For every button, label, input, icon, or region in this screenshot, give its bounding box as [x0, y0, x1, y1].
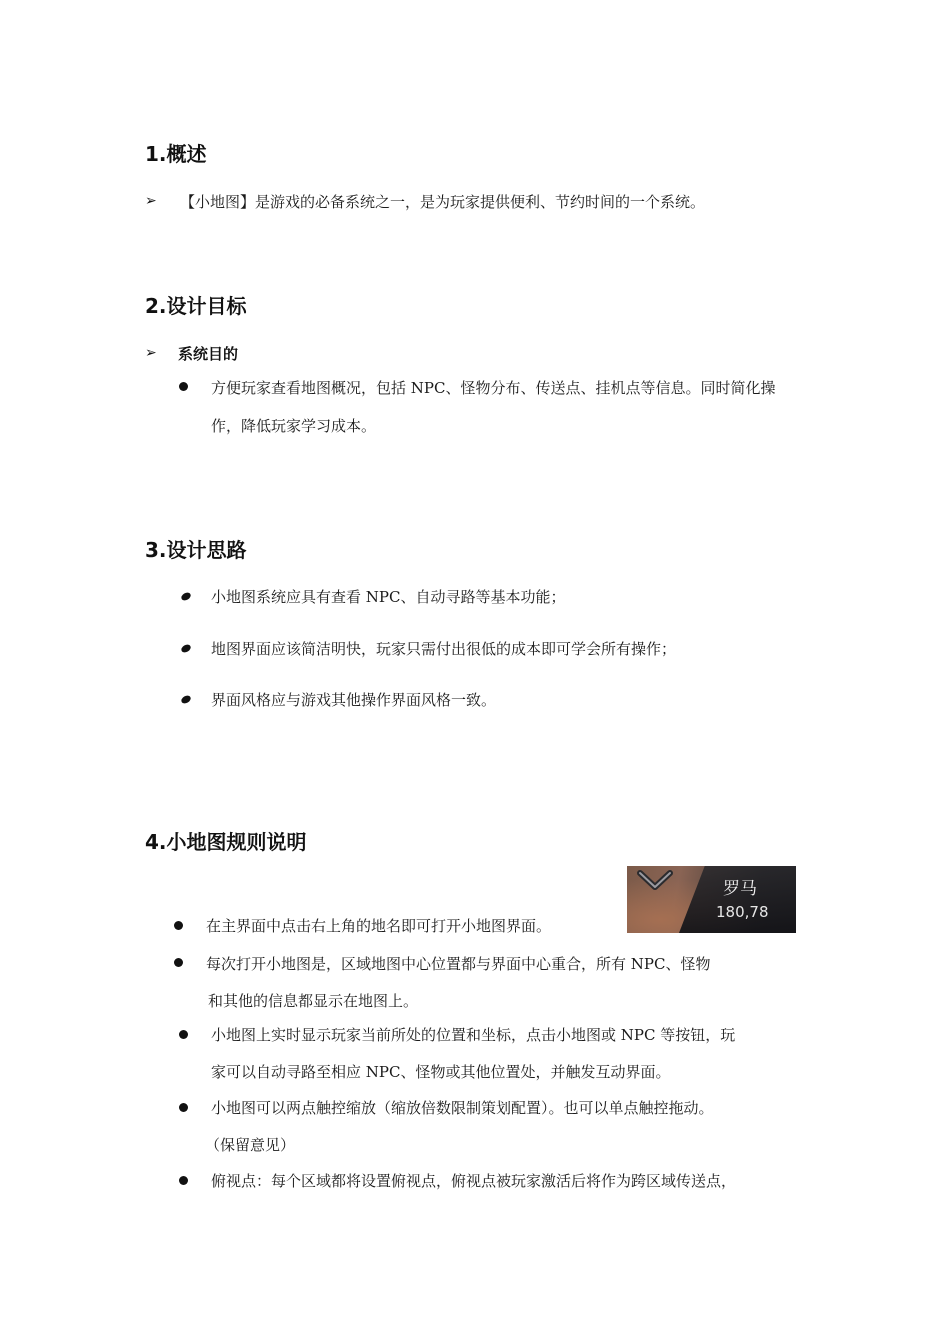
rules-item-5-line-1: 俯视点：每个区域都将设置俯视点，俯视点被玩家激活后将作为跨区域传送点，: [211, 1172, 737, 1190]
approach-item-3: 界面风格应与游戏其他操作界面风格一致。: [211, 691, 497, 709]
arrow-bullet-icon: ➢: [145, 193, 157, 209]
approach-item-2: 地图界面应该简洁明快，玩家只需付出很低的成本即可学会所有操作；: [211, 640, 677, 658]
chevron-down-icon: [636, 868, 674, 894]
heading-design-approach: 3.设计思路: [145, 538, 247, 562]
subheading-system-purpose: 系统目的: [178, 345, 239, 363]
rules-item-3-line-1: 小地图上实时显示玩家当前所处的位置和坐标，点击小地图或 NPC 等按钮，玩: [211, 1026, 736, 1044]
bullet-dot-icon: [174, 921, 183, 930]
bullet-dot-icon: [179, 1103, 188, 1112]
heading-design-goal: 2.设计目标: [145, 294, 247, 318]
minimap-location-badge[interactable]: [627, 866, 796, 933]
bullet-dot-icon: [179, 1030, 188, 1039]
bullet-dot-icon: [180, 694, 192, 705]
rules-item-4-line-1: 小地图可以两点触控缩放（缩放倍数限制策划配置）。也可以单点触控拖动。: [211, 1099, 714, 1117]
bullet-dot-icon: [174, 958, 183, 967]
rules-item-3-line-2: 家可以自动寻路至相应 NPC、怪物或其他位置处，并触发互动界面。: [211, 1063, 671, 1081]
overview-text: 【小地图】是游戏的必备系统之一，是为玩家提供便利、节约时间的一个系统。: [180, 193, 706, 211]
arrow-bullet-icon: ➢: [145, 345, 157, 361]
location-coordinates: 180,78: [716, 903, 769, 921]
rules-item-2-line-1: 每次打开小地图是，区域地图中心位置都与界面中心重合，所有 NPC、怪物: [206, 955, 711, 973]
bullet-dot-icon: [180, 591, 192, 602]
goal-line-2: 作，降低玩家学习成本。: [211, 417, 377, 435]
rules-item-2-line-2: 和其他的信息都显示在地图上。: [208, 992, 419, 1010]
location-name: 罗马: [723, 879, 757, 899]
rules-item-4-line-2: （保留意见）: [205, 1136, 296, 1154]
bullet-dot-icon: [180, 643, 192, 654]
goal-line-1: 方便玩家查看地图概况，包括 NPC、怪物分布、传送点、挂机点等信息。同时简化操: [211, 379, 776, 397]
heading-minimap-rules: 4.小地图规则说明: [145, 830, 307, 854]
bullet-dot-icon: [179, 1176, 188, 1185]
heading-overview: 1.概述: [145, 142, 207, 166]
rules-item-1: 在主界面中点击右上角的地名即可打开小地图界面。: [206, 917, 552, 935]
bullet-dot-icon: [179, 382, 188, 391]
approach-item-1: 小地图系统应具有查看 NPC、自动寻路等基本功能；: [211, 588, 566, 606]
